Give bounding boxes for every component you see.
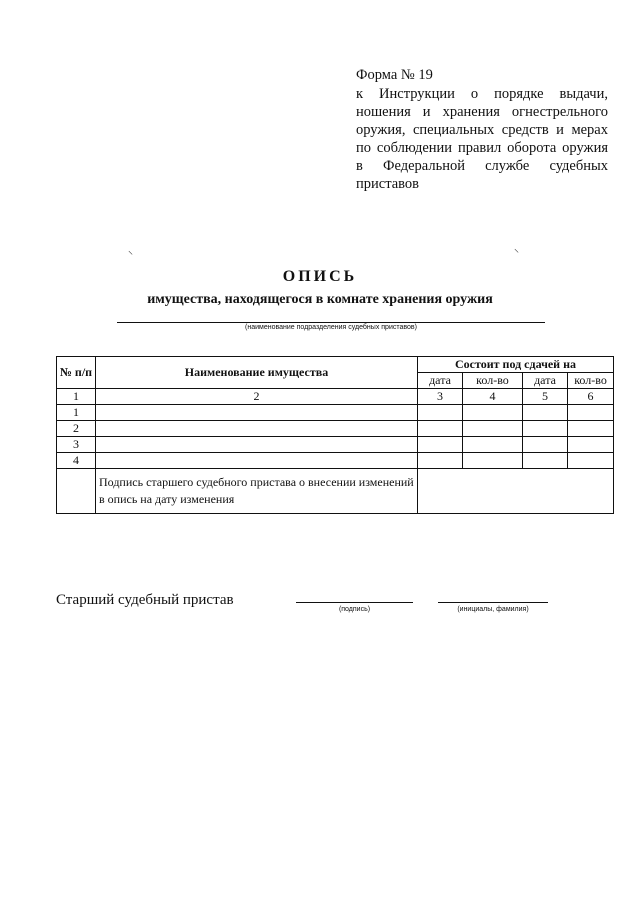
- item-name-cell: [96, 437, 418, 453]
- column-number: 6: [568, 389, 614, 405]
- footer-empty-cell: [57, 469, 96, 514]
- senior-bailiff-signature-note: Подпись старшего судебного пристава о внесении изменений в опись на дату изменения: [96, 469, 418, 514]
- column-header-quantity: кол-во: [463, 373, 523, 389]
- row-number: 2: [57, 421, 96, 437]
- column-number: 2: [96, 389, 418, 405]
- row-number: 3: [57, 437, 96, 453]
- quantity-cell: [568, 453, 614, 469]
- row-number: 1: [57, 405, 96, 421]
- date-cell: [418, 421, 463, 437]
- column-number: 4: [463, 389, 523, 405]
- item-name-cell: [96, 421, 418, 437]
- signature-caption: (подпись): [338, 606, 371, 613]
- column-number: 3: [418, 389, 463, 405]
- document-title: ОПИСЬ: [282, 268, 358, 285]
- date-cell: [418, 453, 463, 469]
- table-header-row: [57, 357, 614, 373]
- form-header: [356, 66, 608, 193]
- quantity-cell: [463, 421, 523, 437]
- item-name-cell: [96, 453, 418, 469]
- date-cell: [523, 437, 568, 453]
- column-header-quantity: кол-во: [568, 373, 614, 389]
- column-header-number: № п/п: [57, 357, 96, 389]
- document-subtitle: имущества, находящегося в комнате хранения оружия: [147, 292, 493, 307]
- senior-bailiff-signature-cell: [418, 469, 614, 514]
- quantity-cell: [463, 453, 523, 469]
- column-group-header: Состоит под сдачей на: [418, 357, 614, 373]
- quantity-cell: [568, 405, 614, 421]
- form-number: Форма № 19: [356, 67, 433, 83]
- table-row: [57, 453, 614, 469]
- name-line: [438, 602, 548, 603]
- table-row: [57, 437, 614, 453]
- quantity-cell: [463, 405, 523, 421]
- row-number: 4: [57, 453, 96, 469]
- signer-title: Старший судебный пристав: [56, 592, 234, 608]
- column-number: 1: [57, 389, 96, 405]
- table-footer-row: [57, 469, 614, 514]
- date-cell: [523, 405, 568, 421]
- quantity-cell: [463, 437, 523, 453]
- column-number: 5: [523, 389, 568, 405]
- column-header-date: дата: [418, 373, 463, 389]
- inventory-table: [56, 356, 614, 514]
- scan-speck: ⸌: [514, 248, 519, 259]
- column-number-row: [57, 389, 614, 405]
- column-header-date: дата: [523, 373, 568, 389]
- signature-line: [296, 602, 413, 603]
- table-row: [57, 405, 614, 421]
- quantity-cell: [568, 421, 614, 437]
- name-caption: (инициалы, фамилия): [457, 606, 529, 613]
- table-row: [57, 421, 614, 437]
- date-cell: [523, 453, 568, 469]
- column-header-item-name: Наименование имущества: [96, 357, 418, 389]
- date-cell: [418, 437, 463, 453]
- form-instruction-reference: к Инструкции о порядке выдачи, ношения и хранения огнестрельного оружия, специальных средств и мерах по соблюдении правил оборота оружия в Федеральной службе судебных приставов: [356, 86, 608, 192]
- date-cell: [523, 421, 568, 437]
- scan-speck: ⸌: [128, 250, 133, 261]
- item-name-cell: [96, 405, 418, 421]
- date-cell: [418, 405, 463, 421]
- quantity-cell: [568, 437, 614, 453]
- division-name-caption: (наименование подразделения судебных приставов): [245, 324, 417, 331]
- division-name-line: [117, 322, 545, 323]
